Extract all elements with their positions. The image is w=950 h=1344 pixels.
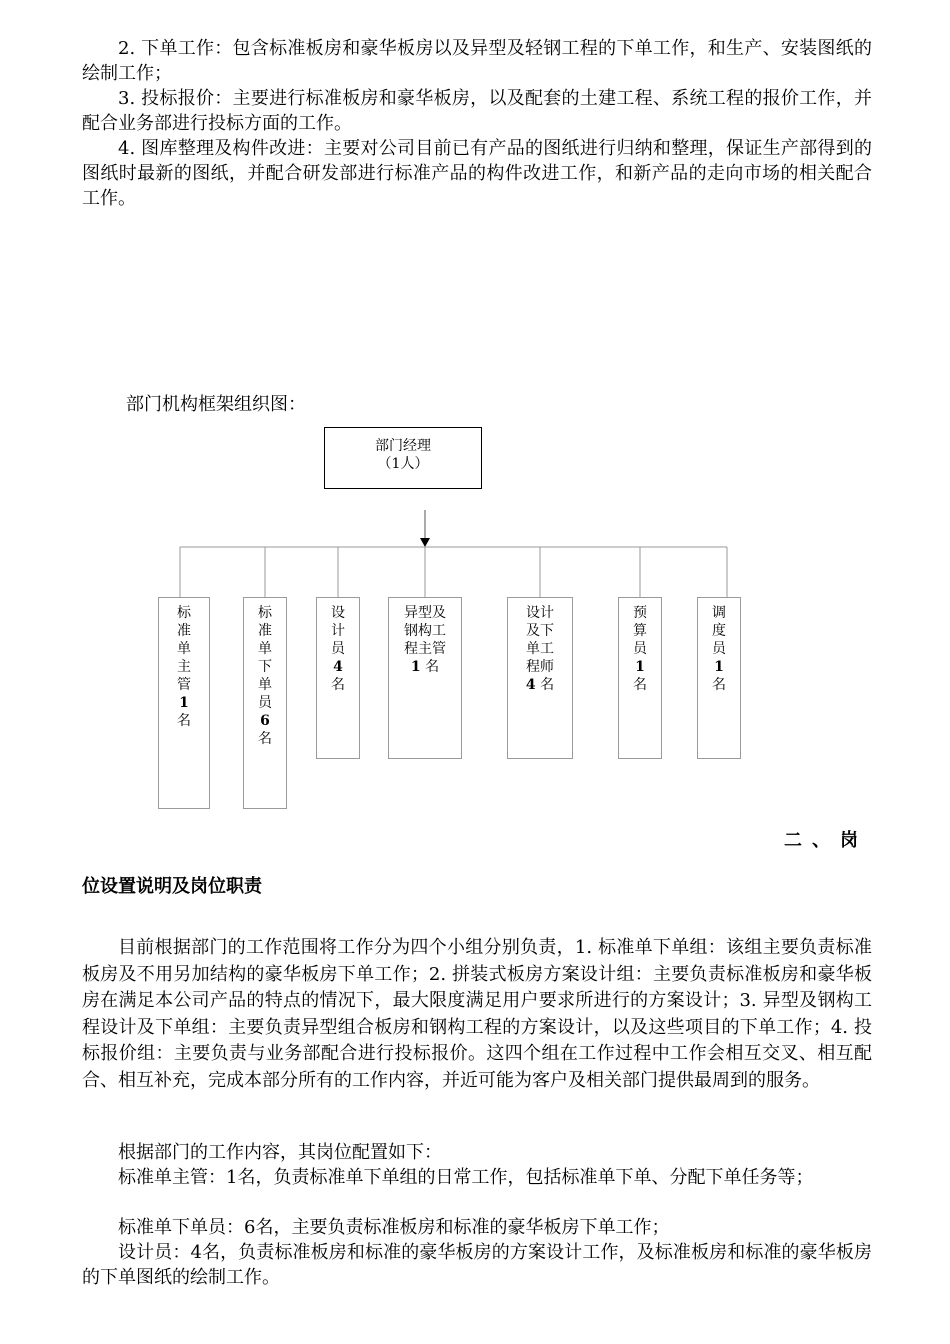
position-count: 1: [410, 659, 421, 675]
intro-paragraph-3: 3. 投标报价：主要进行标准板房和豪华板房，以及配套的土建工程、系统工程的报价工作，并配合业务部进行投标方面的工作。: [82, 88, 872, 134]
org-node-standard-supervisor: [158, 597, 210, 809]
org-node-designer: [316, 597, 360, 759]
section-heading-title: 位设置说明及岗位职责: [82, 876, 262, 897]
position-unit: 名: [258, 731, 272, 747]
position-count-line: [389, 658, 461, 676]
position-count: 6: [260, 713, 270, 729]
position-name: 预算员: [633, 605, 647, 657]
position-name: 异型及钢构工程主管: [404, 605, 446, 657]
body-paragraph-groups: 目前根据部门的工作范围将工作分为四个小组分别负责，1. 标准单下单组：该组主要负责标准板房及不用另加结构的豪华板房下单工作；2. 拼装式板房方案设计组：主要负责标准板房和豪华板房在满足本公司产品的特点的情况下，最大限度满足用户要求所进行的方案设计；3. 异型及钢构工程设计及下单组：主要负责异型组合板房和钢构工程的方案设计，以及这些项目的下单工作；4. 投标报价组：主要负责与业务部配合进行投标报价。这四个组在工作过程中工作会相互交叉、相互配合、相互补充，完成本部分所有的工作内容，并近可能为客户及相关部门提供最周到的服务。: [82, 937, 872, 1091]
body-paragraph-designer: 设计员：4名，负责标准板房和标准的豪华板房的方案设计工作，及标准板房和标准的豪华板房的下单图纸的绘制工作。: [82, 1242, 872, 1288]
position-name: 标准单主管: [177, 605, 191, 693]
position-unit: 名: [633, 677, 647, 693]
org-node-design-order-engineer: [507, 597, 573, 759]
position-count: 1: [635, 659, 645, 675]
org-chart-caption: 部门机构框架组织图：: [126, 394, 306, 415]
body-paragraph-positions-intro: 根据部门的工作内容，其岗位配置如下：: [118, 1142, 442, 1163]
position-unit: 名: [177, 713, 191, 729]
org-node-estimator: [618, 597, 662, 759]
position-count: 4: [525, 677, 536, 693]
section-heading-number: 二、岗: [784, 830, 868, 851]
position-unit: 名: [331, 677, 345, 693]
intro-paragraph-2: 2. 下单工作：包含标准板房和豪华板房以及异型及轻钢工程的下单工作，和生产、安装图纸的绘制工作；: [82, 38, 872, 84]
position-name: 标准单下单员: [258, 605, 272, 711]
org-node-dispatcher: [697, 597, 741, 759]
position-unit: 名: [712, 677, 726, 693]
org-node-special-steel-supervisor: [388, 597, 462, 759]
position-count: 1: [179, 695, 189, 711]
position-name: 设计员: [331, 605, 345, 657]
position-unit: 名: [425, 659, 440, 675]
org-node-department-manager: [324, 427, 482, 489]
body-paragraph-standard-clerk: 标准单下单员：6名，主要负责标准板房和标准的豪华板房下单工作；: [118, 1217, 670, 1238]
position-name: 设计及下单工程师: [526, 605, 554, 675]
position-count-line: [508, 676, 572, 694]
manager-title: 部门经理: [375, 438, 431, 454]
manager-count: （1人）: [377, 456, 429, 472]
org-node-standard-order-clerk: [243, 597, 287, 809]
body-paragraph-standard-supervisor: 标准单主管：1名，负责标准单下单组的日常工作，包括标准单下单、分配下单任务等；: [118, 1167, 814, 1188]
position-name: 调度员: [712, 605, 726, 657]
position-count: 4: [333, 659, 343, 675]
position-count: 1: [714, 659, 724, 675]
intro-paragraph-4: 4. 图库整理及构件改进：主要对公司目前已有产品的图纸进行归纳和整理，保证生产部得到的图纸时最新的图纸，并配合研发部进行标准产品的构件改进工作，和新产品的走向市场的相关配合工作。: [82, 138, 872, 209]
position-unit: 名: [540, 677, 555, 693]
